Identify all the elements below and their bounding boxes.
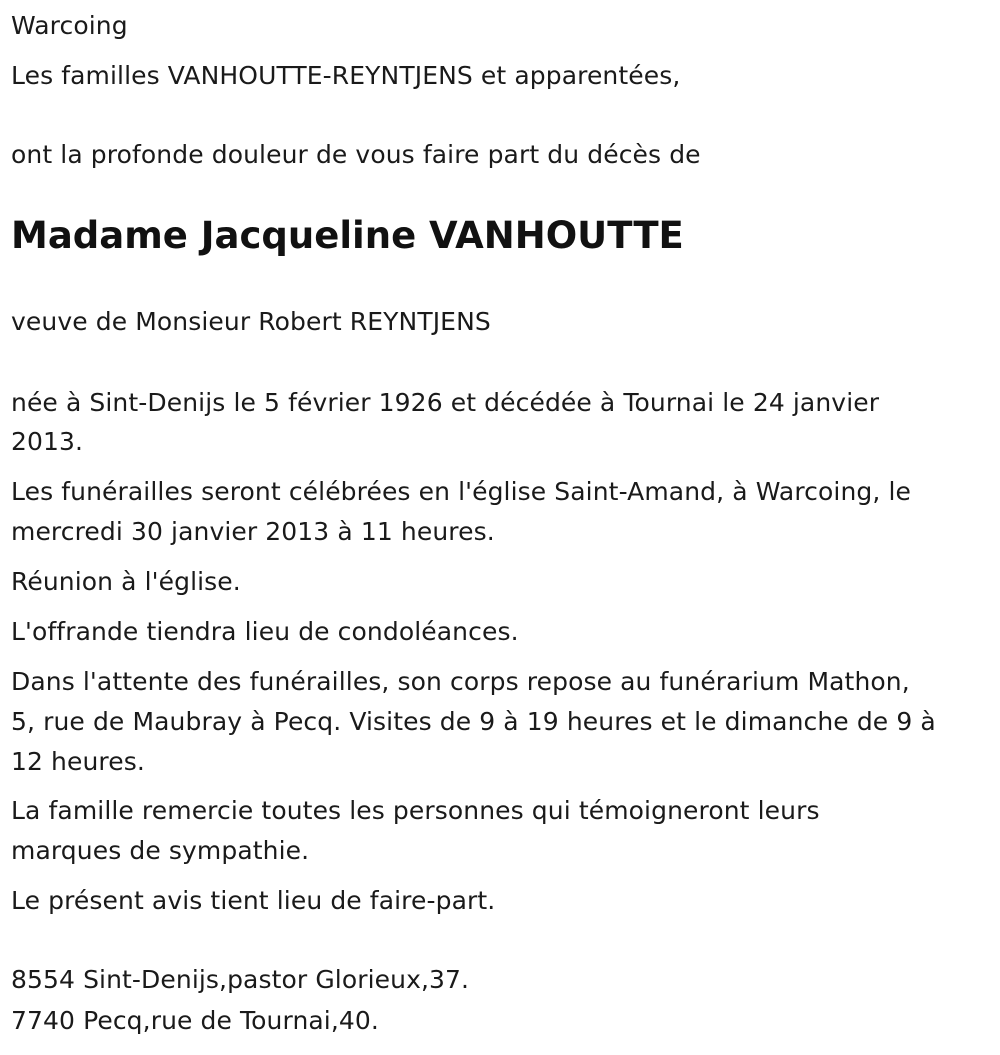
place-line: Warcoing xyxy=(11,11,128,40)
deceased-name: Madame Jacqueline VANHOUTTE xyxy=(11,214,684,257)
meeting-line: Réunion à l'église. xyxy=(11,567,241,596)
funeral-line-2: mercredi 30 janvier 2013 à 11 heures. xyxy=(11,517,495,546)
address-line-2: 7740 Pecq,rue de Tournai,40. xyxy=(11,1006,379,1035)
offering-line: L'offrande tiendra lieu de condoléances. xyxy=(11,617,519,646)
thanks-line-1: La famille remercie toutes les personnes qui témoigneront leurs xyxy=(11,796,820,825)
widow-of-line: veuve de Monsieur Robert REYNTJENS xyxy=(11,307,491,336)
announcement-line: ont la profonde douleur de vous faire part du décès de xyxy=(11,140,701,169)
birth-death-line-1: née à Sint-Denijs le 5 février 1926 et décédée à Tournai le 24 janvier xyxy=(11,388,880,417)
notice-note-line: Le présent avis tient lieu de faire-part. xyxy=(11,886,496,915)
funeral-line-1: Les funérailles seront célébrées en l'église Saint-Amand, à Warcoing, le xyxy=(11,477,911,506)
thanks-line-2: marques de sympathie. xyxy=(11,836,310,865)
visitation-line-1: Dans l'attente des funérailles, son corps repose au funérarium Mathon, xyxy=(11,667,910,696)
address-line-1: 8554 Sint-Denijs,pastor Glorieux,37. xyxy=(11,965,470,994)
families-line: Les familles VANHOUTTE-REYNTJENS et apparentées, xyxy=(11,61,681,90)
visitation-line-3: 12 heures. xyxy=(11,747,145,776)
visitation-line-2: 5, rue de Maubray à Pecq. Visites de 9 à 19 heures et le dimanche de 9 à xyxy=(11,707,936,736)
birth-death-line-2: 2013. xyxy=(11,427,84,456)
